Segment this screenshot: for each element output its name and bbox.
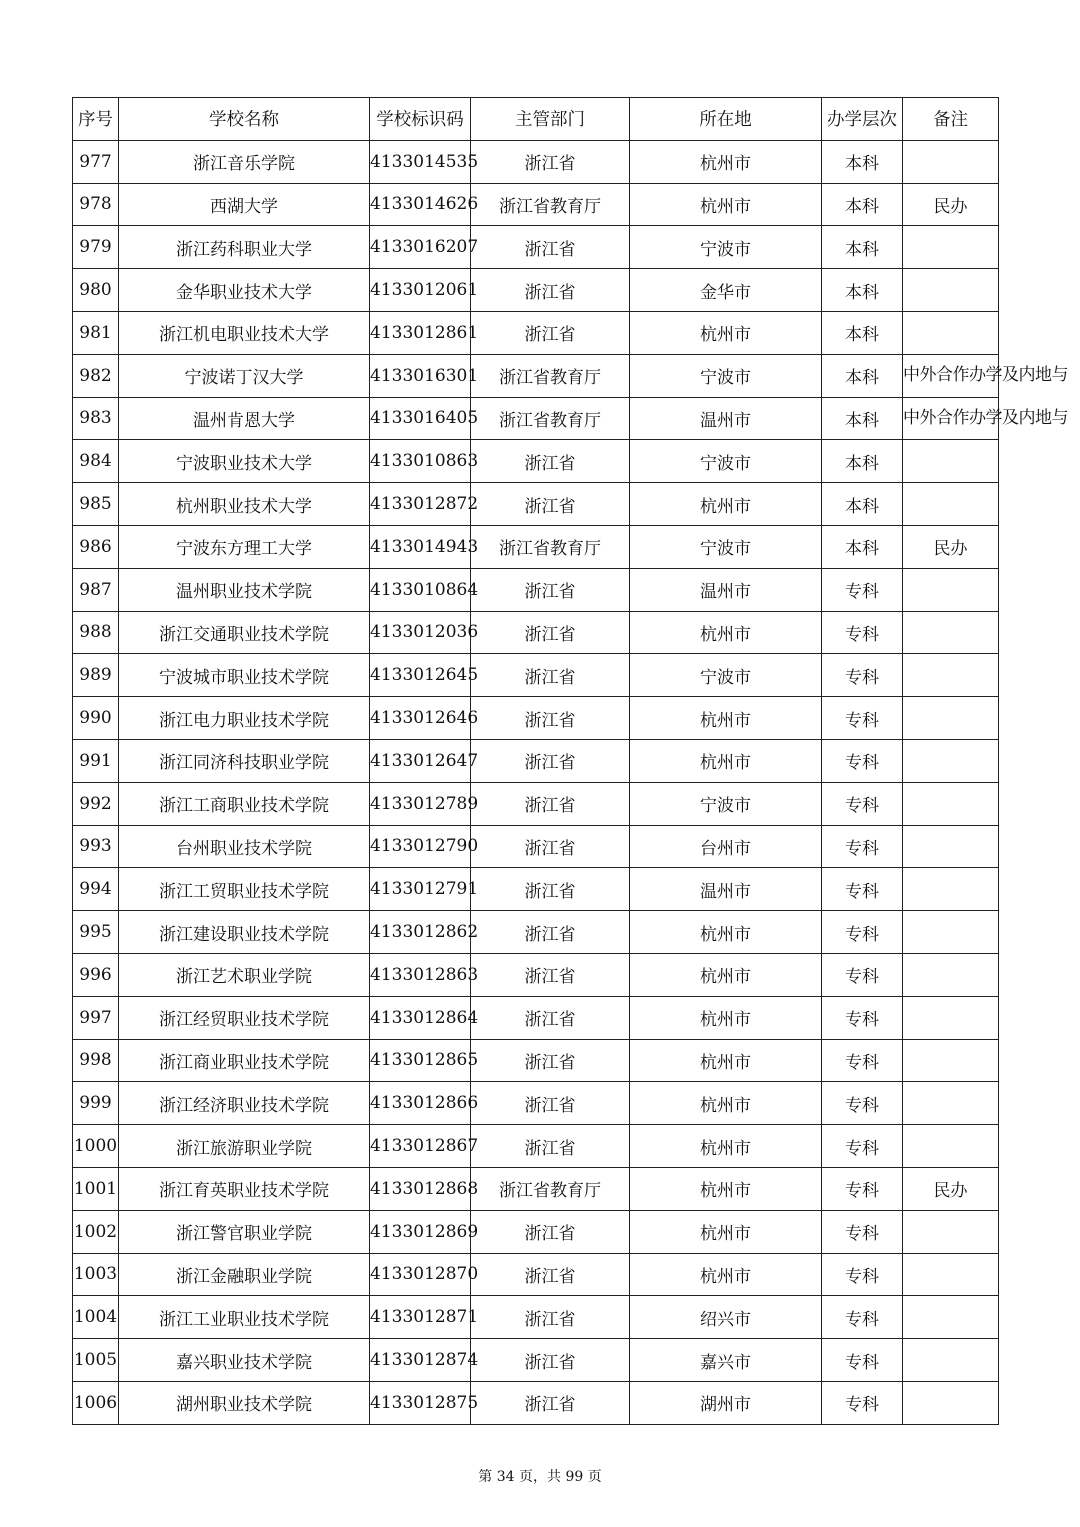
cell-school-name: 浙江经济职业技术学院 bbox=[119, 1082, 370, 1125]
cell-location: 杭州市 bbox=[630, 311, 822, 354]
cell-index: 990 bbox=[73, 697, 119, 740]
cell-school-code: 4133012790 bbox=[370, 825, 471, 868]
cell-authority: 浙江省 bbox=[471, 1210, 630, 1253]
cell-location: 宁波市 bbox=[630, 782, 822, 825]
cell-remarks bbox=[903, 868, 999, 911]
cell-authority: 浙江省 bbox=[471, 140, 630, 183]
cell-location: 杭州市 bbox=[630, 483, 822, 526]
cell-level: 专科 bbox=[822, 654, 903, 697]
cell-school-name: 浙江育英职业技术学院 bbox=[119, 1167, 370, 1210]
table-row bbox=[73, 868, 999, 911]
cell-school-name: 湖州职业技术学院 bbox=[119, 1381, 370, 1424]
cell-level: 专科 bbox=[822, 782, 903, 825]
cell-index: 994 bbox=[73, 868, 119, 911]
header-school-code: 学校标识码 bbox=[370, 98, 471, 141]
cell-remarks bbox=[903, 140, 999, 183]
table-row bbox=[73, 226, 999, 269]
cell-school-code: 4133012791 bbox=[370, 868, 471, 911]
cell-remarks bbox=[903, 226, 999, 269]
cell-school-name: 浙江音乐学院 bbox=[119, 140, 370, 183]
table-row bbox=[73, 483, 999, 526]
cell-index: 1000 bbox=[73, 1125, 119, 1168]
cell-school-name: 浙江商业职业技术学院 bbox=[119, 1039, 370, 1082]
cell-school-name: 宁波职业技术大学 bbox=[119, 440, 370, 483]
cell-index: 978 bbox=[73, 183, 119, 226]
cell-level: 本科 bbox=[822, 183, 903, 226]
header-authority: 主管部门 bbox=[471, 98, 630, 141]
cell-authority: 浙江省 bbox=[471, 611, 630, 654]
header-index: 序号 bbox=[73, 98, 119, 141]
table-row bbox=[73, 568, 999, 611]
cell-school-name: 浙江工业职业技术学院 bbox=[119, 1296, 370, 1339]
table-row bbox=[73, 611, 999, 654]
cell-level: 专科 bbox=[822, 996, 903, 1039]
cell-remarks bbox=[903, 440, 999, 483]
cell-school-name: 浙江药科职业大学 bbox=[119, 226, 370, 269]
cell-authority: 浙江省教育厅 bbox=[471, 397, 630, 440]
table-row bbox=[73, 911, 999, 954]
cell-remarks: 民办 bbox=[903, 525, 999, 568]
cell-school-code: 4133016207 bbox=[370, 226, 471, 269]
cell-remarks bbox=[903, 1210, 999, 1253]
cell-school-code: 4133014626 bbox=[370, 183, 471, 226]
table-row bbox=[73, 1296, 999, 1339]
cell-level: 本科 bbox=[822, 440, 903, 483]
table-row bbox=[73, 739, 999, 782]
cell-authority: 浙江省 bbox=[471, 311, 630, 354]
cell-location: 杭州市 bbox=[630, 1082, 822, 1125]
cell-school-name: 杭州职业技术大学 bbox=[119, 483, 370, 526]
cell-index: 980 bbox=[73, 269, 119, 312]
cell-level: 专科 bbox=[822, 911, 903, 954]
cell-index: 987 bbox=[73, 568, 119, 611]
cell-location: 杭州市 bbox=[630, 1125, 822, 1168]
cell-school-name: 浙江金融职业学院 bbox=[119, 1253, 370, 1296]
cell-school-name: 台州职业技术学院 bbox=[119, 825, 370, 868]
cell-index: 979 bbox=[73, 226, 119, 269]
cell-school-code: 4133012862 bbox=[370, 911, 471, 954]
cell-authority: 浙江省 bbox=[471, 440, 630, 483]
cell-level: 专科 bbox=[822, 1210, 903, 1253]
table-row bbox=[73, 397, 999, 440]
cell-authority: 浙江省 bbox=[471, 782, 630, 825]
cell-location: 杭州市 bbox=[630, 996, 822, 1039]
cell-location: 温州市 bbox=[630, 397, 822, 440]
cell-remarks bbox=[903, 568, 999, 611]
cell-school-name: 宁波城市职业技术学院 bbox=[119, 654, 370, 697]
cell-remarks bbox=[903, 953, 999, 996]
cell-remarks bbox=[903, 483, 999, 526]
cell-school-name: 浙江工商职业技术学院 bbox=[119, 782, 370, 825]
cell-level: 专科 bbox=[822, 611, 903, 654]
header-row bbox=[73, 98, 999, 141]
cell-school-code: 4133012861 bbox=[370, 311, 471, 354]
cell-school-code: 4133012863 bbox=[370, 953, 471, 996]
cell-remarks bbox=[903, 1082, 999, 1125]
cell-school-code: 4133012866 bbox=[370, 1082, 471, 1125]
cell-school-name: 浙江经贸职业技术学院 bbox=[119, 996, 370, 1039]
cell-level: 本科 bbox=[822, 226, 903, 269]
cell-school-name: 浙江交通职业技术学院 bbox=[119, 611, 370, 654]
cell-school-code: 4133012869 bbox=[370, 1210, 471, 1253]
cell-authority: 浙江省 bbox=[471, 1296, 630, 1339]
cell-level: 专科 bbox=[822, 1381, 903, 1424]
cell-authority: 浙江省 bbox=[471, 654, 630, 697]
cell-index: 1002 bbox=[73, 1210, 119, 1253]
cell-school-name: 浙江工贸职业技术学院 bbox=[119, 868, 370, 911]
cell-school-code: 4133012036 bbox=[370, 611, 471, 654]
header-school-name: 学校名称 bbox=[119, 98, 370, 141]
cell-remarks bbox=[903, 1296, 999, 1339]
cell-school-name: 嘉兴职业技术学院 bbox=[119, 1339, 370, 1382]
cell-remarks bbox=[903, 1253, 999, 1296]
cell-remarks bbox=[903, 1339, 999, 1382]
cell-remarks: 民办 bbox=[903, 1167, 999, 1210]
cell-index: 986 bbox=[73, 525, 119, 568]
cell-school-code: 4133012868 bbox=[370, 1167, 471, 1210]
cell-school-code: 4133012789 bbox=[370, 782, 471, 825]
cell-index: 1004 bbox=[73, 1296, 119, 1339]
cell-index: 993 bbox=[73, 825, 119, 868]
cell-index: 1006 bbox=[73, 1381, 119, 1424]
cell-school-name: 浙江艺术职业学院 bbox=[119, 953, 370, 996]
page-footer: 第 34 页，共 99 页 bbox=[478, 1469, 602, 1485]
table-row bbox=[73, 654, 999, 697]
cell-school-code: 4133010864 bbox=[370, 568, 471, 611]
table-row bbox=[73, 311, 999, 354]
table-row bbox=[73, 1381, 999, 1424]
cell-school-name: 温州肯恩大学 bbox=[119, 397, 370, 440]
cell-remarks bbox=[903, 782, 999, 825]
cell-index: 999 bbox=[73, 1082, 119, 1125]
cell-school-code: 4133012865 bbox=[370, 1039, 471, 1082]
cell-location: 宁波市 bbox=[630, 654, 822, 697]
cell-location: 台州市 bbox=[630, 825, 822, 868]
cell-school-code: 4133012061 bbox=[370, 269, 471, 312]
table-row bbox=[73, 1125, 999, 1168]
cell-location: 杭州市 bbox=[630, 739, 822, 782]
cell-remarks bbox=[903, 825, 999, 868]
cell-authority: 浙江省 bbox=[471, 739, 630, 782]
cell-index: 989 bbox=[73, 654, 119, 697]
cell-index: 1003 bbox=[73, 1253, 119, 1296]
cell-location: 温州市 bbox=[630, 568, 822, 611]
cell-authority: 浙江省 bbox=[471, 483, 630, 526]
cell-location: 嘉兴市 bbox=[630, 1339, 822, 1382]
table-row bbox=[73, 354, 999, 397]
cell-level: 专科 bbox=[822, 1039, 903, 1082]
cell-level: 专科 bbox=[822, 1339, 903, 1382]
cell-school-code: 4133012870 bbox=[370, 1253, 471, 1296]
cell-location: 杭州市 bbox=[630, 697, 822, 740]
cell-school-name: 浙江旅游职业学院 bbox=[119, 1125, 370, 1168]
cell-remarks bbox=[903, 1039, 999, 1082]
cell-level: 专科 bbox=[822, 697, 903, 740]
cell-remarks: 中外合作办学及内地与 bbox=[903, 397, 999, 440]
cell-school-code: 4133016405 bbox=[370, 397, 471, 440]
cell-school-name: 浙江建设职业技术学院 bbox=[119, 911, 370, 954]
cell-remarks bbox=[903, 911, 999, 954]
cell-school-code: 4133012864 bbox=[370, 996, 471, 1039]
cell-index: 996 bbox=[73, 953, 119, 996]
cell-authority: 浙江省教育厅 bbox=[471, 525, 630, 568]
cell-level: 专科 bbox=[822, 739, 903, 782]
cell-level: 专科 bbox=[822, 825, 903, 868]
cell-index: 1005 bbox=[73, 1339, 119, 1382]
table-header bbox=[73, 98, 999, 141]
cell-remarks: 中外合作办学及内地与 bbox=[903, 354, 999, 397]
header-remarks: 备注 bbox=[903, 98, 999, 141]
cell-location: 绍兴市 bbox=[630, 1296, 822, 1339]
cell-remarks bbox=[903, 739, 999, 782]
cell-authority: 浙江省 bbox=[471, 996, 630, 1039]
cell-index: 1001 bbox=[73, 1167, 119, 1210]
cell-index: 991 bbox=[73, 739, 119, 782]
cell-authority: 浙江省 bbox=[471, 1253, 630, 1296]
table-row bbox=[73, 782, 999, 825]
cell-location: 湖州市 bbox=[630, 1381, 822, 1424]
table-row bbox=[73, 440, 999, 483]
cell-authority: 浙江省教育厅 bbox=[471, 354, 630, 397]
cell-level: 专科 bbox=[822, 868, 903, 911]
cell-school-code: 4133012872 bbox=[370, 483, 471, 526]
cell-location: 杭州市 bbox=[630, 611, 822, 654]
cell-level: 专科 bbox=[822, 1253, 903, 1296]
cell-school-name: 金华职业技术大学 bbox=[119, 269, 370, 312]
cell-location: 宁波市 bbox=[630, 226, 822, 269]
cell-authority: 浙江省 bbox=[471, 825, 630, 868]
cell-location: 杭州市 bbox=[630, 1253, 822, 1296]
header-level: 办学层次 bbox=[822, 98, 903, 141]
cell-level: 专科 bbox=[822, 953, 903, 996]
school-list-table bbox=[72, 97, 1068, 1425]
cell-school-code: 4133012646 bbox=[370, 697, 471, 740]
cell-index: 997 bbox=[73, 996, 119, 1039]
cell-location: 宁波市 bbox=[630, 440, 822, 483]
table-row bbox=[73, 825, 999, 868]
cell-remarks: 民办 bbox=[903, 183, 999, 226]
cell-school-code: 4133012871 bbox=[370, 1296, 471, 1339]
cell-index: 982 bbox=[73, 354, 119, 397]
cell-location: 杭州市 bbox=[630, 911, 822, 954]
table-row bbox=[73, 996, 999, 1039]
table-row bbox=[73, 1210, 999, 1253]
cell-authority: 浙江省 bbox=[471, 953, 630, 996]
cell-school-code: 4133016301 bbox=[370, 354, 471, 397]
cell-location: 宁波市 bbox=[630, 354, 822, 397]
cell-remarks bbox=[903, 269, 999, 312]
table-row bbox=[73, 1082, 999, 1125]
cell-school-name: 浙江电力职业技术学院 bbox=[119, 697, 370, 740]
cell-remarks bbox=[903, 311, 999, 354]
cell-remarks bbox=[903, 654, 999, 697]
cell-remarks bbox=[903, 996, 999, 1039]
cell-level: 本科 bbox=[822, 483, 903, 526]
table-row bbox=[73, 1167, 999, 1210]
cell-school-name: 宁波东方理工大学 bbox=[119, 525, 370, 568]
cell-authority: 浙江省 bbox=[471, 1339, 630, 1382]
table-row bbox=[73, 1253, 999, 1296]
cell-location: 金华市 bbox=[630, 269, 822, 312]
table-row bbox=[73, 953, 999, 996]
cell-school-code: 4133010863 bbox=[370, 440, 471, 483]
table-row bbox=[73, 1039, 999, 1082]
cell-school-name: 温州职业技术学院 bbox=[119, 568, 370, 611]
cell-index: 995 bbox=[73, 911, 119, 954]
cell-level: 专科 bbox=[822, 1167, 903, 1210]
cell-remarks bbox=[903, 1381, 999, 1424]
cell-location: 杭州市 bbox=[630, 183, 822, 226]
cell-authority: 浙江省教育厅 bbox=[471, 1167, 630, 1210]
table-row bbox=[73, 269, 999, 312]
cell-level: 专科 bbox=[822, 568, 903, 611]
cell-school-code: 4133012875 bbox=[370, 1381, 471, 1424]
cell-index: 983 bbox=[73, 397, 119, 440]
table-row bbox=[73, 1339, 999, 1382]
cell-level: 本科 bbox=[822, 269, 903, 312]
cell-school-name: 西湖大学 bbox=[119, 183, 370, 226]
cell-location: 杭州市 bbox=[630, 953, 822, 996]
cell-authority: 浙江省 bbox=[471, 911, 630, 954]
cell-school-code: 4133012867 bbox=[370, 1125, 471, 1168]
cell-school-name: 宁波诺丁汉大学 bbox=[119, 354, 370, 397]
cell-remarks bbox=[903, 697, 999, 740]
cell-level: 本科 bbox=[822, 525, 903, 568]
cell-school-name: 浙江警官职业学院 bbox=[119, 1210, 370, 1253]
cell-authority: 浙江省 bbox=[471, 1381, 630, 1424]
table-body bbox=[73, 140, 1068, 1424]
cell-index: 992 bbox=[73, 782, 119, 825]
table-row bbox=[73, 140, 999, 183]
cell-location: 杭州市 bbox=[630, 1210, 822, 1253]
cell-school-code: 4133012874 bbox=[370, 1339, 471, 1382]
cell-authority: 浙江省 bbox=[471, 1039, 630, 1082]
table-row bbox=[73, 525, 999, 568]
cell-level: 本科 bbox=[822, 354, 903, 397]
cell-index: 977 bbox=[73, 140, 119, 183]
cell-school-name: 浙江机电职业技术大学 bbox=[119, 311, 370, 354]
cell-school-name: 浙江同济科技职业学院 bbox=[119, 739, 370, 782]
cell-index: 981 bbox=[73, 311, 119, 354]
cell-authority: 浙江省 bbox=[471, 1082, 630, 1125]
cell-remarks bbox=[903, 611, 999, 654]
cell-level: 专科 bbox=[822, 1125, 903, 1168]
cell-index: 985 bbox=[73, 483, 119, 526]
table-row bbox=[73, 697, 999, 740]
cell-location: 温州市 bbox=[630, 868, 822, 911]
table-row bbox=[73, 183, 999, 226]
cell-authority: 浙江省 bbox=[471, 226, 630, 269]
cell-school-code: 4133014535 bbox=[370, 140, 471, 183]
cell-level: 本科 bbox=[822, 140, 903, 183]
cell-school-code: 4133012647 bbox=[370, 739, 471, 782]
cell-authority: 浙江省 bbox=[471, 1125, 630, 1168]
cell-authority: 浙江省 bbox=[471, 868, 630, 911]
cell-remarks bbox=[903, 1125, 999, 1168]
cell-authority: 浙江省 bbox=[471, 568, 630, 611]
cell-authority: 浙江省教育厅 bbox=[471, 183, 630, 226]
cell-level: 本科 bbox=[822, 397, 903, 440]
cell-index: 998 bbox=[73, 1039, 119, 1082]
cell-location: 宁波市 bbox=[630, 525, 822, 568]
cell-authority: 浙江省 bbox=[471, 269, 630, 312]
cell-location: 杭州市 bbox=[630, 140, 822, 183]
cell-authority: 浙江省 bbox=[471, 697, 630, 740]
cell-index: 988 bbox=[73, 611, 119, 654]
cell-location: 杭州市 bbox=[630, 1167, 822, 1210]
header-location: 所在地 bbox=[630, 98, 822, 141]
cell-index: 984 bbox=[73, 440, 119, 483]
cell-school-code: 4133014943 bbox=[370, 525, 471, 568]
cell-level: 本科 bbox=[822, 311, 903, 354]
cell-school-code: 4133012645 bbox=[370, 654, 471, 697]
cell-location: 杭州市 bbox=[630, 1039, 822, 1082]
cell-level: 专科 bbox=[822, 1296, 903, 1339]
cell-level: 专科 bbox=[822, 1082, 903, 1125]
